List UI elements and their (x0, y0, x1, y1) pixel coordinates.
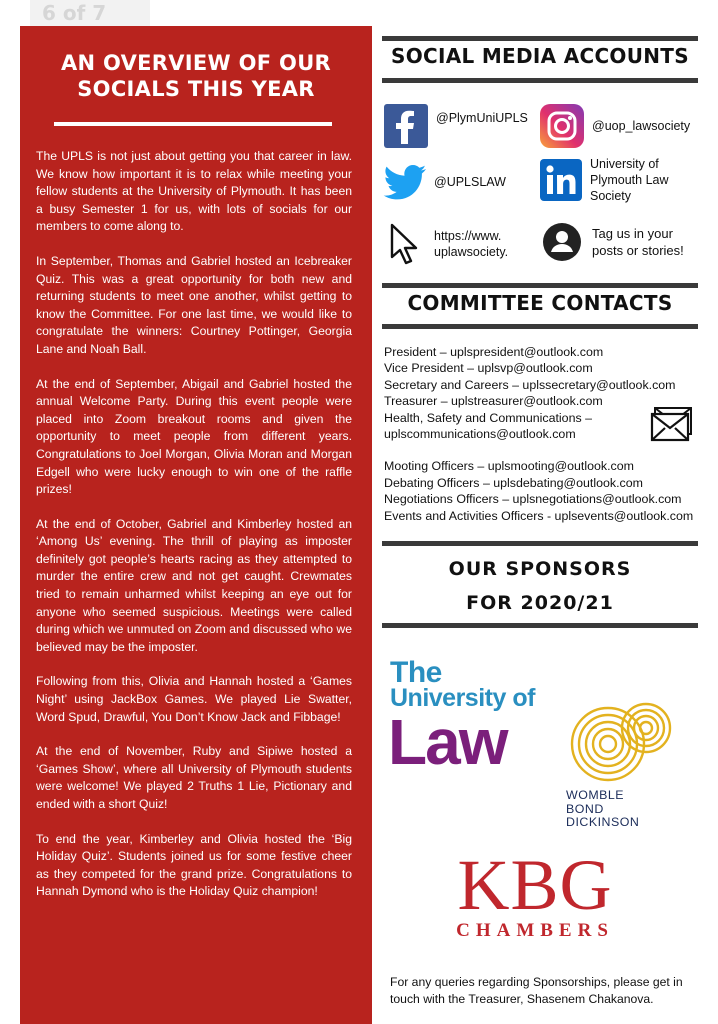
ulaw-the: The (390, 656, 442, 689)
contact-president[interactable]: President – uplspresident@outlook.com (384, 345, 604, 359)
kbg-letters: KBG (457, 845, 613, 925)
paragraph-icebreaker: In September, Thomas and Gabriel hosted an Icebreaker Quiz. This was a great opportunity for both new and returning students to meet one another, whilst getting to know the Committee. For one last time, we would like to congratulate the winners: Courtney Pottinger, Georgia Lane and Noah Ball. (36, 253, 352, 356)
tag-us-text: Tag us in your posts or stories! (592, 226, 684, 258)
contact-health-safety: Health, Safety and Communications – (384, 410, 592, 425)
social-bottom-rule (382, 78, 698, 83)
contact-communications-email[interactable]: uplscommunications@outlook.com (384, 427, 576, 442)
title-line-1: AN OVERVIEW OF OUR (60, 51, 332, 75)
linkedin-handle: University of Plymouth Law Society (590, 157, 669, 203)
paragraph-games-show: At the end of November, Ruby and Sipiwe hosted a ‘Games Show’, where all University of Plymouth students were welcome! We played 2 Truths 1 Lie, Pictionary and ended with a short Quiz! (36, 744, 352, 811)
website-url: https://www. uplawsociety. (434, 229, 509, 259)
contact-treasurer[interactable]: Treasurer – uplstreasurer@outlook.com (384, 394, 603, 409)
kbg-chambers: CHAMBERS (456, 920, 614, 941)
tag-us-note (542, 222, 696, 262)
contact-secretary[interactable]: Secretary and Careers – uplssecretary@outlook.com (384, 377, 676, 392)
social-top-rule (382, 36, 698, 41)
paragraph-among-us: At the end of October, Gabriel and Kimberley hosted an ‘Among Us’ evening. The thrill of playing as imposter definitely got people’s hearts racing as they attempted to murder the entire crew and not get caught. Crewmates tried to remain unharmed whilst keeping an eye out for anyone who seemed suspicious. Meetings were called during which we unmuted on Zoom and discussed who we believed may be the imposter. (36, 516, 352, 654)
contact-mooting[interactable]: Mooting Officers – uplsmooting@outlook.com (384, 459, 634, 474)
socials-overview-title (20, 50, 372, 102)
page-marker: 6 of 7 (30, 0, 150, 26)
sponsorship-query-note: For any queries regarding Sponsorships, please get in touch with the Treasurer, Shasenem Chakanova. (390, 975, 683, 1006)
contact-debating[interactable]: Debating Officers – uplsdebating@outlook.com (384, 475, 643, 490)
contact-negotiations[interactable]: Negotiations Officers – uplsnegotiations@outlook.com (384, 492, 682, 507)
sponsors-title-line-2: FOR 2020/21 (466, 592, 614, 614)
ulaw-university-of: University of (390, 684, 535, 712)
linkedin-icon (540, 159, 582, 201)
user-avatar-icon (542, 222, 582, 262)
paragraph-games-night: Following from this, Olivia and Hannah hosted a ‘Games Night’ using JackBox Games. We played Lie Swatter, Word Spud, Drawful, You Don’t Know Jack and Fibbage! (36, 674, 352, 724)
socials-paragraphs (36, 148, 352, 918)
wbd-womble: WOMBLE (566, 788, 625, 802)
linkedin-account[interactable] (540, 156, 690, 204)
twitter-handle: @UPLSLAW (434, 175, 506, 189)
sponsors-title-line-1: OUR SPONSORS (448, 558, 632, 580)
instagram-icon (540, 104, 584, 148)
wbd-bond: BOND (566, 801, 604, 816)
sponsors-bottom-rule (382, 623, 698, 628)
wbd-dickinson: DICKINSON (566, 815, 640, 830)
socials-overview-panel (20, 26, 372, 1024)
paragraph-intro: The UPLS is not just about getting you that career in law. We know how important it is to relax while meeting your fellow students at the University of Plymouth. It has been a busy Semester 1 for us, with lots of socials for our members to come along to. (36, 149, 352, 234)
twitter-bird-icon (382, 160, 426, 204)
committee-top-rule (382, 283, 698, 288)
twitter-account[interactable] (382, 160, 506, 204)
social-media-title: SOCIAL MEDIA ACCOUNTS (391, 44, 689, 68)
committee-contacts-title: COMMITTEE CONTACTS (407, 291, 673, 315)
paragraph-welcome-party: At the end of September, Abigail and Gabriel hosted the annual Welcome Party. During this event people were placed into Zoom breakout rooms and given the opportunity to meet people from different years. Congratulations to Joel Morgan, Olivia Moran and Morgan Edgell who were lucky enough to win one of the raffle prizes! (36, 376, 352, 497)
sponsors-top-rule (382, 541, 698, 546)
contact-events[interactable]: Events and Activities Officers - uplsevents@outlook.com (384, 508, 694, 523)
womble-bond-dickinson-logo (566, 789, 639, 830)
cursor-pointer-icon (386, 222, 422, 266)
ulaw-law: Law (388, 706, 507, 778)
contact-vice-president[interactable]: Vice President – uplsvp@outlook.com (384, 361, 593, 376)
envelope-icon (650, 406, 694, 442)
website-link[interactable] (386, 222, 516, 266)
paragraph-holiday-quiz: To end the year, Kimberley and Olivia hosted the ‘Big Holiday Quiz’. Students joined us for some festive cheer as they competed for the grand prize. Congratulations to Hannah Dymond who is the Holiday Quiz champion! (36, 831, 352, 899)
facebook-icon (384, 104, 428, 148)
title-underline (54, 122, 332, 126)
instagram-handle: @uop_lawsociety (592, 119, 691, 133)
facebook-handle: @PlymUniUPLS (436, 111, 528, 125)
title-line-2: SOCIALS THIS YEAR (77, 77, 315, 101)
womble-bond-dickinson-rings-icon (562, 698, 684, 786)
facebook-account[interactable] (384, 104, 528, 148)
committee-bottom-rule (382, 324, 698, 329)
instagram-account[interactable] (540, 104, 690, 148)
